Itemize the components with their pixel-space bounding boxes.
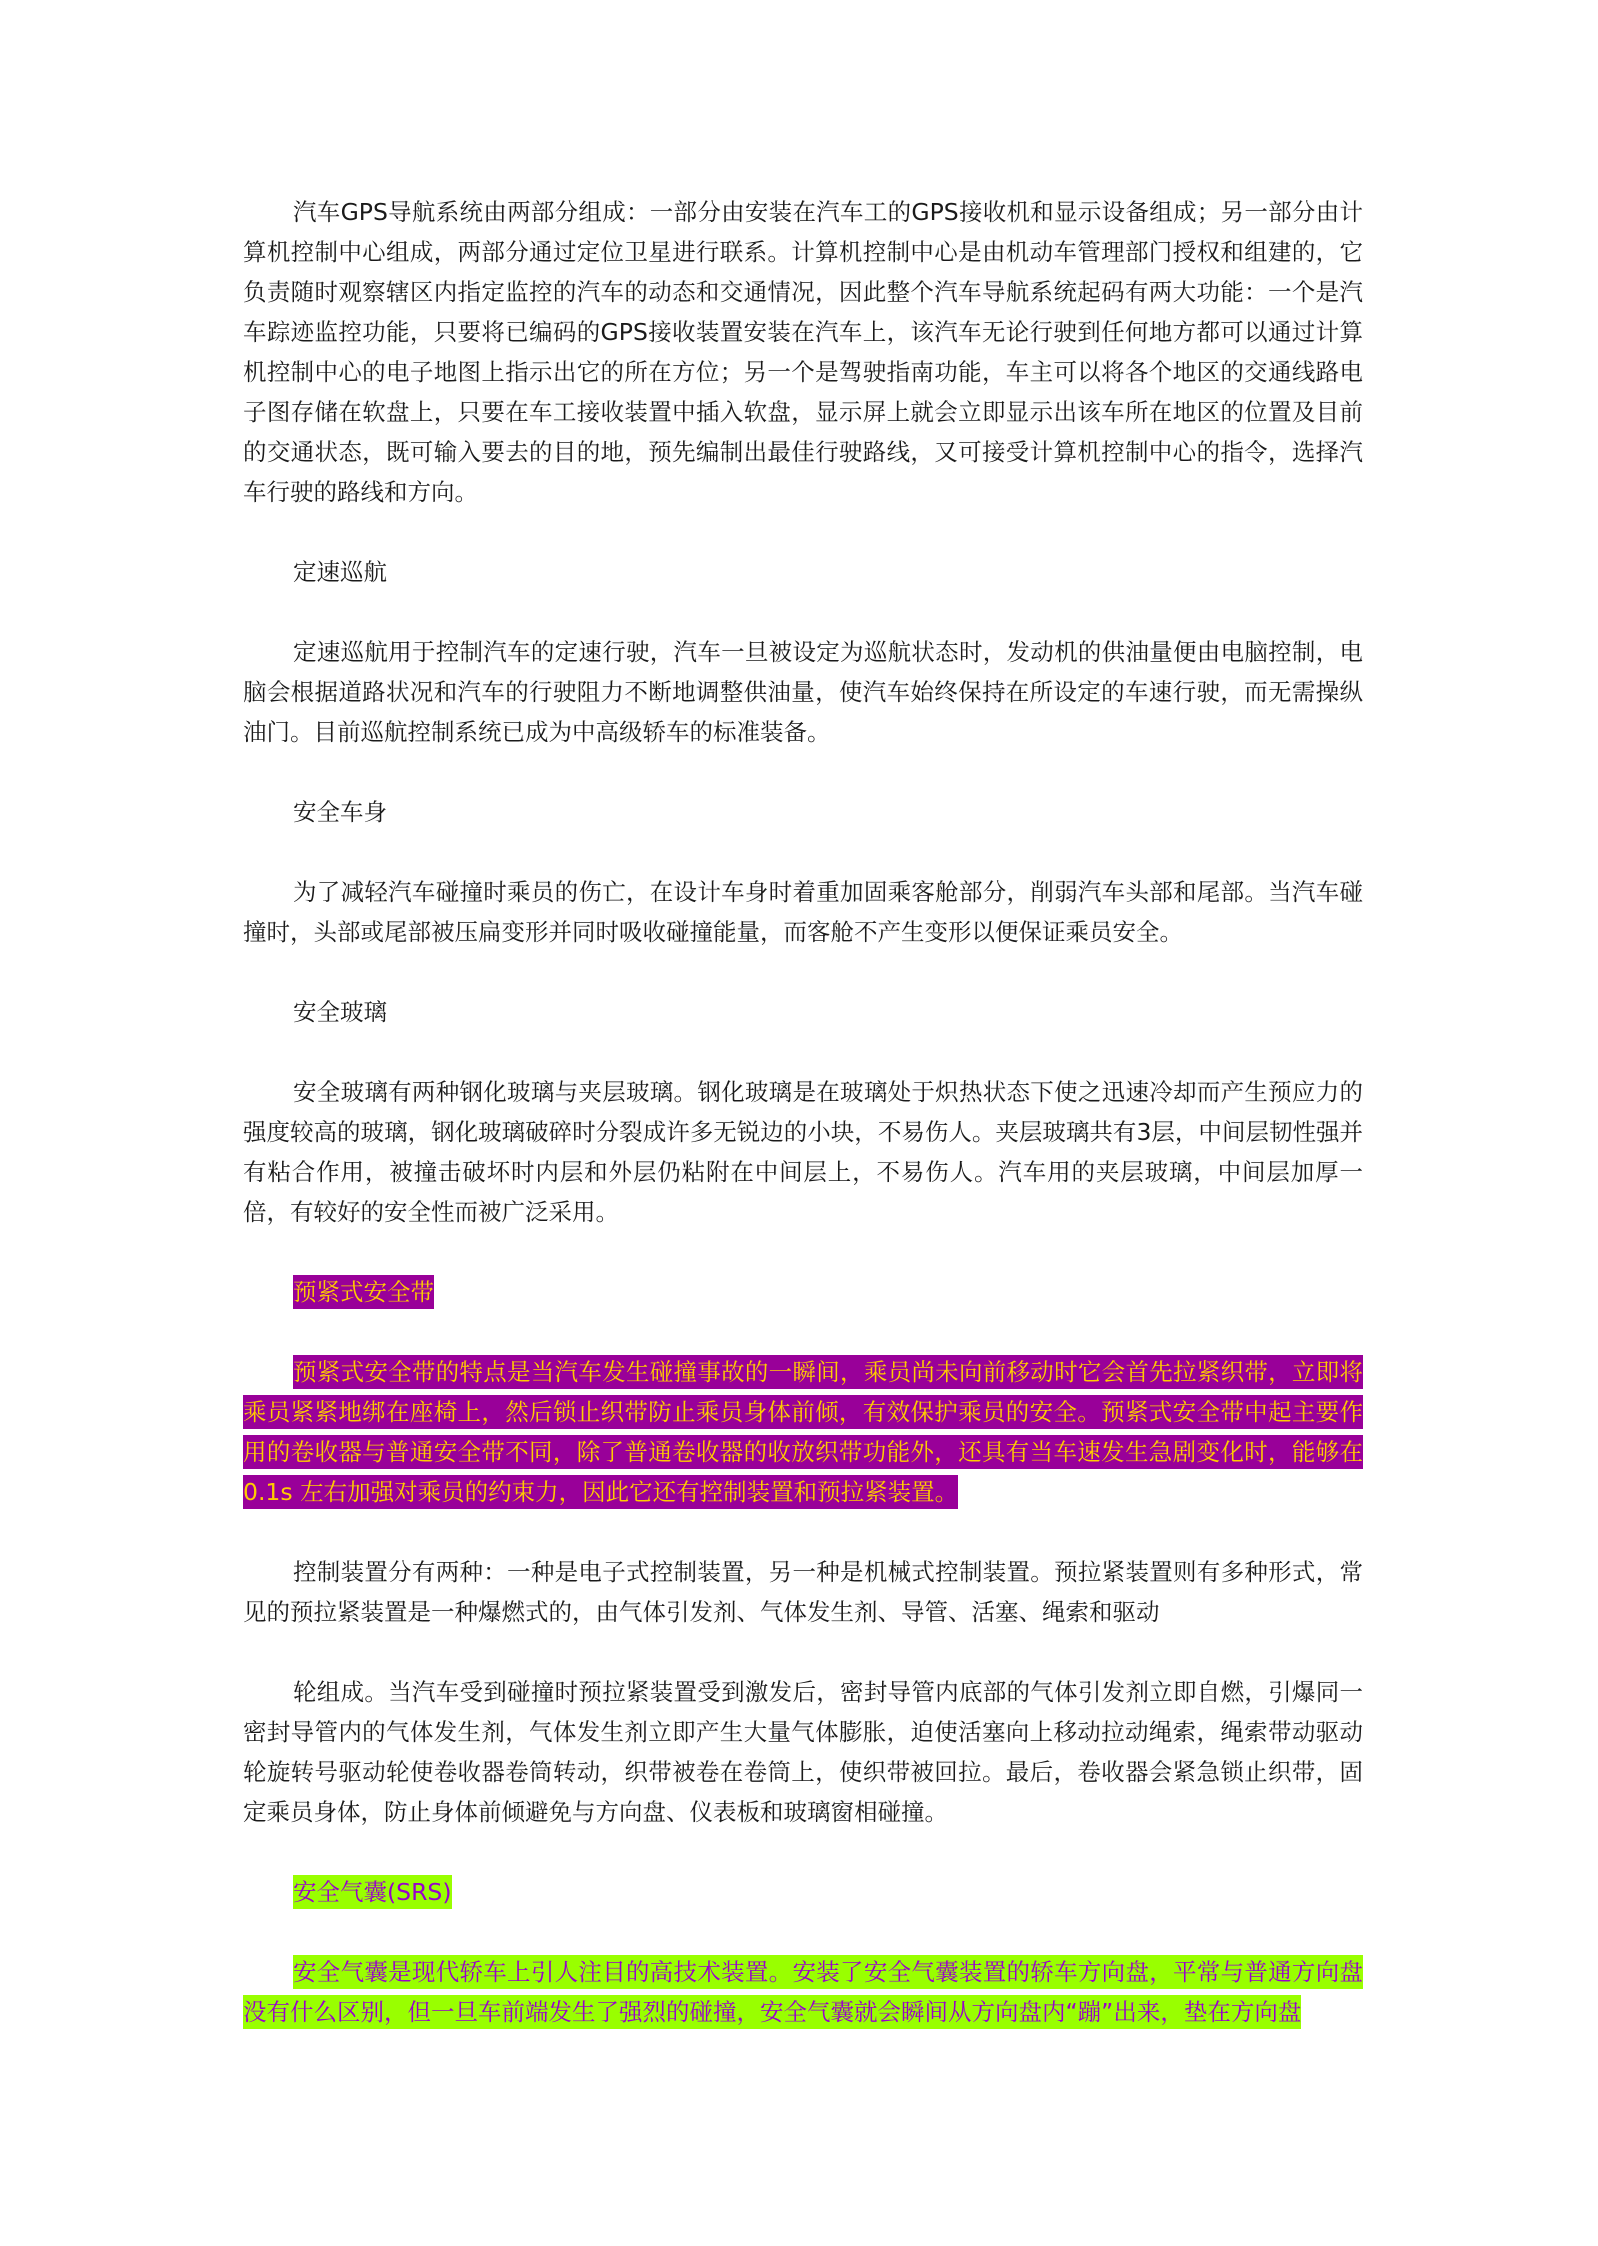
- paragraph-cruise-control: 定速巡航用于控制汽车的定速行驶，汽车一旦被设定为巡航状态时，发动机的供油量便由电脑控制，电脑会根据道路状况和汽车的行驶阻力不断地调整供油量，使汽车始终保持在所设定的车速行驶，而无需操纵油门。目前巡航控制系统已成为中高级轿车的标准装备。: [243, 638, 1363, 746]
- heading-pretensioner-belt: [243, 1272, 1363, 1312]
- paragraph-safety-body: 为了减轻汽车碰撞时乘员的伤亡，在设计车身时着重加固乘客舱部分，削弱汽车头部和尾部。当汽车碰撞时，头部或尾部被压扁变形并同时吸收碰撞能量，而客舱不产生变形以便保证乘员安全。: [243, 878, 1363, 946]
- paragraph-control-device: 控制装置分有两种：一种是电子式控制装置，另一种是机械式控制装置。预拉紧装置则有多种形式，常见的预拉紧装置是一种爆燃式的，由气体引发剂、气体发生剂、导管、活塞、绳索和驱动: [243, 1558, 1363, 1626]
- heading-airbag: [243, 1872, 1363, 1912]
- paragraph-airbag: [243, 1952, 1363, 2032]
- paragraph-pretensioner-belt-text: 预紧式安全带的特点是当汽车发生碰撞事故的一瞬间，乘员尚未向前移动时它会首先拉紧织带，立即将乘员紧紧地绑在座椅上，然后锁止织带防止乘员身体前倾，有效保护乘员的安全。预紧式安全带中起主要作用的卷收器与普通安全带不同，除了普通卷收器的收放织带功能外，还具有当车速发生急剧变化时，能够在0.1s 左右加强对乘员的约束力，因此它还有控制装置和预拉紧装置。: [243, 1355, 1363, 1509]
- document-body: [243, 192, 1363, 2032]
- paragraph-drive-wheel: 轮组成。当汽车受到碰撞时预拉紧装置受到激发后，密封导管内底部的气体引发剂立即自燃，引爆同一密封导管内的气体发生剂，气体发生剂立即产生大量气体膨胀，迫使活塞向上移动拉动绳索，绳索带动驱动轮旋转号驱动轮使卷收器卷筒转动，织带被卷在卷筒上，使织带被回拉。最后，卷收器会紧急锁止织带，固定乘员身体，防止身体前倾避免与方向盘、仪表板和玻璃窗相碰撞。: [243, 1678, 1363, 1826]
- paragraph-airbag-text: 安全气囊是现代轿车上引人注目的高技术装置。安装了安全气囊装置的轿车方向盘，平常与普通方向盘没有什么区别，但一旦车前端发生了强烈的碰撞，安全气囊就会瞬间从方向盘内“蹦”出来，垫在方向盘: [243, 1955, 1363, 2029]
- paragraph-gps: 汽车GPS导航系统由两部分组成：一部分由安装在汽车工的GPS接收机和显示设备组成；另一部分由计算机控制中心组成，两部分通过定位卫星进行联系。计算机控制中心是由机动车管理部门授权和组建的，它负责随时观察辖区内指定监控的汽车的动态和交通情况，因此整个汽车导航系统起码有两大功能：一个是汽车踪迹监控功能，只要将已编码的GPS接收装置安装在汽车上，该汽车无论行驶到任何地方都可以通过计算机控制中心的电子地图上指示出它的所在方位；另一个是驾驶指南功能，车主可以将各个地区的交通线路电子图存储在软盘上，只要在车工接收装置中插入软盘，显示屏上就会立即显示出该车所在地区的位置及目前的交通状态，既可输入要去的目的地，预先编制出最佳行驶路线，又可接受计算机控制中心的指令，选择汽车行驶的路线和方向。: [243, 198, 1363, 506]
- heading-cruise-control: 定速巡航: [293, 558, 387, 586]
- heading-airbag-text: 安全气囊(SRS): [293, 1875, 452, 1909]
- heading-safety-glass: 安全玻璃: [293, 998, 387, 1026]
- heading-pretensioner-belt-text: 预紧式安全带: [293, 1275, 434, 1309]
- paragraph-safety-glass: 安全玻璃有两种钢化玻璃与夹层玻璃。钢化玻璃是在玻璃处于炽热状态下使之迅速冷却而产生预应力的强度较高的玻璃，钢化玻璃破碎时分裂成许多无锐边的小块，不易伤人。夹层玻璃共有3层，中间层韧性强并有粘合作用，被撞击破坏时内层和外层仍粘附在中间层上，不易伤人。汽车用的夹层玻璃，中间层加厚一倍，有较好的安全性而被广泛采用。: [243, 1078, 1363, 1226]
- paragraph-pretensioner-belt: [243, 1352, 1363, 1512]
- heading-safety-body: 安全车身: [293, 798, 387, 826]
